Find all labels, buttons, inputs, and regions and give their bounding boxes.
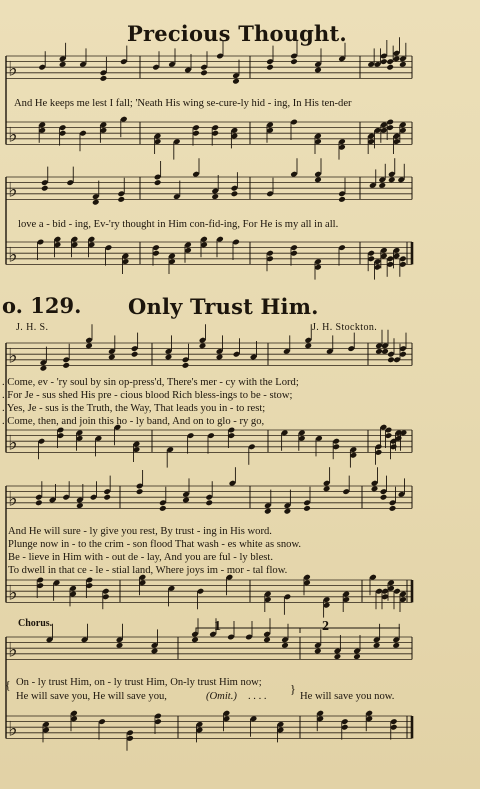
verse-line: . For Je - sus shed His pre - cious blood Rich bless-ings to be - stow; xyxy=(2,390,293,401)
chorus-dots: . . . . xyxy=(248,691,267,702)
svg-text:♭: ♭ xyxy=(8,242,18,267)
svg-text:♭: ♭ xyxy=(8,637,18,662)
svg-text:♭: ♭ xyxy=(8,430,18,455)
verse-line: . Come, ev - 'ry soul by sin op-press'd, There's mer - cy with the Lord; xyxy=(2,377,299,388)
music-composer: J. H. Stockton. xyxy=(312,322,378,333)
lyric-line: love a - bid - ing, Ev-'ry thought in Him con-fid-ing, For He is my all in all. xyxy=(18,219,339,230)
ending-second: 2 xyxy=(322,619,329,634)
brace-right: } xyxy=(290,682,296,696)
chorus-line: On - ly trust Him, on - ly trust Him, On-ly trust Him now; xyxy=(16,677,262,688)
verse-line: And He will sure - ly give you rest, By trust - ing in His word. xyxy=(8,526,272,537)
hymn-title-only-trust-him: Only Trust Him. xyxy=(128,294,319,319)
verse-line: Be - lieve in Him with - out de - lay, And you are ful - ly blest. xyxy=(8,552,273,563)
chorus-omit: (Omit.) xyxy=(206,691,237,702)
svg-text:♭: ♭ xyxy=(8,343,18,368)
words-author: J. H. S. xyxy=(16,322,49,333)
chorus-line: He will save you now. xyxy=(300,691,395,702)
hymn-title-precious-thought: Precious Thought. xyxy=(127,21,347,46)
svg-text:♭: ♭ xyxy=(8,56,18,81)
svg-text:♭: ♭ xyxy=(8,580,18,605)
svg-text:♭: ♭ xyxy=(8,716,18,741)
svg-text:♭: ♭ xyxy=(8,177,18,202)
svg-text:♭: ♭ xyxy=(8,486,18,511)
ending-first: 1 xyxy=(214,619,221,634)
chorus-label: Chorus. xyxy=(18,618,53,629)
lyric-line: And He keeps me lest I fall; 'Neath His wing se-cure-ly hid - ing, In His ten-der xyxy=(14,98,352,109)
svg-text:♭: ♭ xyxy=(8,122,18,147)
brace-left: { xyxy=(5,678,11,692)
chorus-line: He will save you, He will save you, xyxy=(16,691,167,702)
verse-line: Plunge now in - to the crim - son flood That wash - es white as snow. xyxy=(8,539,302,550)
verse-line: . Come, then, and join this ho - ly band, And on to glo - ry go, xyxy=(2,416,265,427)
hymn-number: o. 129. xyxy=(2,293,82,318)
verse-line: . Yes, Je - sus is the Truth, the Way, That leads you in - to rest; xyxy=(2,403,266,414)
verse-line: To dwell in that ce - le - stial land, Where joys im - mor - tal flow. xyxy=(8,565,288,576)
